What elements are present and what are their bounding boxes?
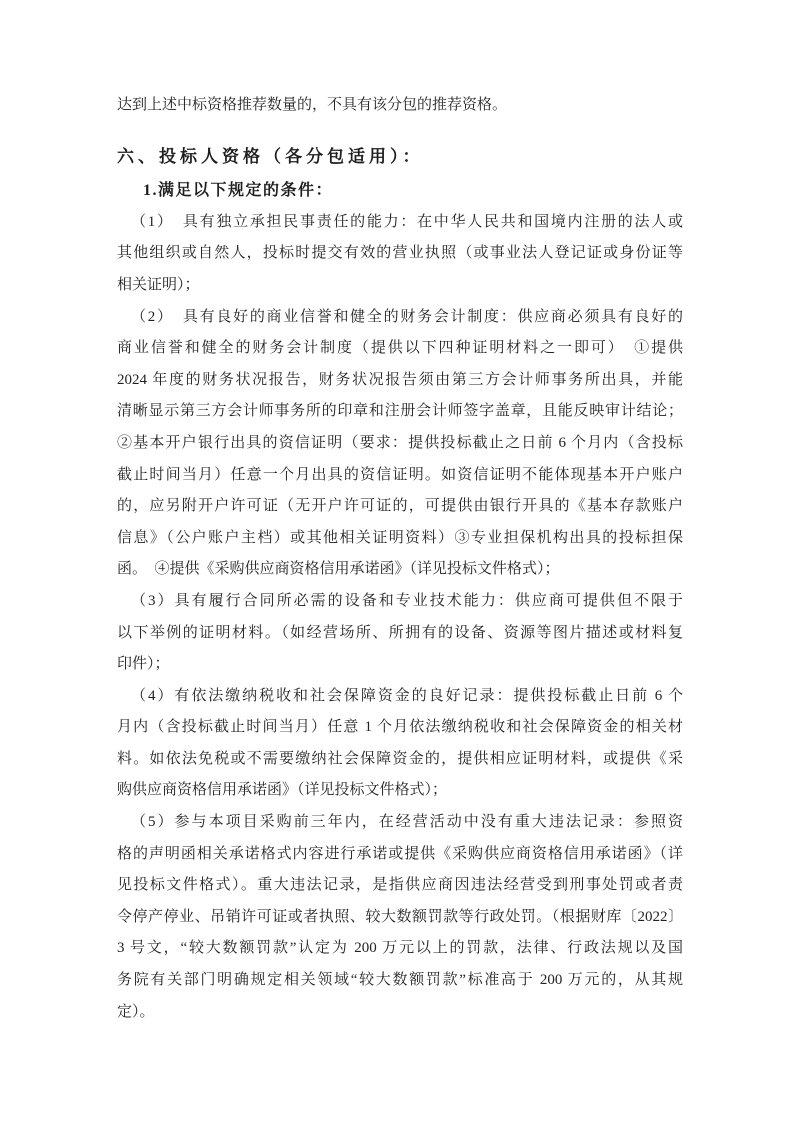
paragraph-3-line: 印件）；: [117, 656, 170, 673]
paragraph-1-line: 相关证明）；: [117, 276, 200, 293]
paragraph-2-line: 2024 年度的财务状况报告，财务状况报告须由第三方会计师事务所出具，并能: [117, 371, 683, 388]
paragraph-1-line: 其他组织或自然人，投标时提交有效的营业执照（或事业法人登记证或身份证等: [117, 245, 683, 262]
paragraph-4-line: 月内（含投标截止时间当月）任意 1 个月依法缴纳税收和社会保障资金的相关材: [117, 719, 683, 736]
paragraph-4-line: （4）有依法缴纳税收和社会保障资金的良好记录：提供投标截止日前 6 个: [131, 687, 683, 704]
paragraph-5-line: 见投标文件格式）。重大违法记录，是指供应商因违法经营受到刑事处罚或者责: [117, 877, 683, 894]
paragraph-2-line: 商业信誉和健全的财务会计制度（提供以下四种证明材料之一即可） ①提供: [117, 340, 683, 357]
paragraph-5-line: （5）参与本项目采购前三年内，在经营活动中没有重大违法记录：参照资: [131, 814, 683, 831]
paragraph-3-line: 以下举例的证明材料。（如经营场所、所拥有的设备、资源等图片描述或材料复: [117, 624, 683, 641]
subsection-heading: 1.满足以下规定的条件：: [143, 182, 334, 200]
paragraph-2-line: 截止时间当月）任意一个月出具的资信证明。如资信证明不能体现基本开户账户: [117, 466, 683, 483]
paragraph-3-line: （3）具有履行合同所必需的设备和专业技术能力：供应商可提供但不限于: [131, 592, 683, 609]
intro-line: 达到上述中标资格推荐数量的，不具有该分包的推荐资格。: [117, 97, 508, 113]
paragraph-5-line: 令停产停业、吊销许可证或者执照、较大数额罚款等行政处罚。（根据财库〔2022〕: [117, 908, 683, 925]
paragraph-2-line: 信息》（公户账户主档）或其他相关证明资料）③专业担保机构出具的投标担保: [117, 529, 683, 546]
paragraph-4-line: 料。如依法免税或不需要缴纳社会保障资金的，提供相应证明材料，或提供《采: [117, 750, 683, 767]
section-heading: 六、投标人资格（各分包适用）：: [117, 146, 424, 166]
paragraph-5-line: 定）。: [117, 1003, 155, 1020]
paragraph-2-line: ②基本开户银行出具的资信证明（要求：提供投标截止之日前 6 个月内（含投标: [117, 434, 683, 451]
paragraph-4-line: 购供应商资格信用承诺函》（详见投标文件格式）；: [117, 782, 448, 799]
paragraph-2-line: 清晰显示第三方会计师事务所的印章和注册会计师签字盖章，且能反映审计结论；: [117, 403, 683, 420]
paragraph-2-line: （2） 具有良好的商业信誉和健全的财务会计制度：供应商必须具有良好的: [131, 308, 683, 325]
paragraph-2-line: 的，应另附开户许可证（无开户许可证的，可提供由银行开具的《基本存款账户: [117, 498, 683, 515]
paragraph-5-line: 格的声明函相关承诺格式内容进行承诺或提供《采购供应商资格信用承诺函》（详: [117, 845, 683, 862]
paragraph-1-line: （1） 具有独立承担民事责任的能力：在中华人民共和国境内注册的法人或: [131, 213, 683, 230]
paragraph-5-line: 3 号文，“较大数额罚款”认定为 200 万元以上的罚款，法律、行政法规以及国: [117, 940, 683, 957]
paragraph-2-line: 函。 ④提供《采购供应商资格信用承诺函》（详见投标文件格式）；: [117, 561, 560, 578]
paragraph-5-line: 务院有关部门明确规定相关领域“较大数额罚款”标准高于 200 万元的，从其规: [117, 972, 683, 989]
